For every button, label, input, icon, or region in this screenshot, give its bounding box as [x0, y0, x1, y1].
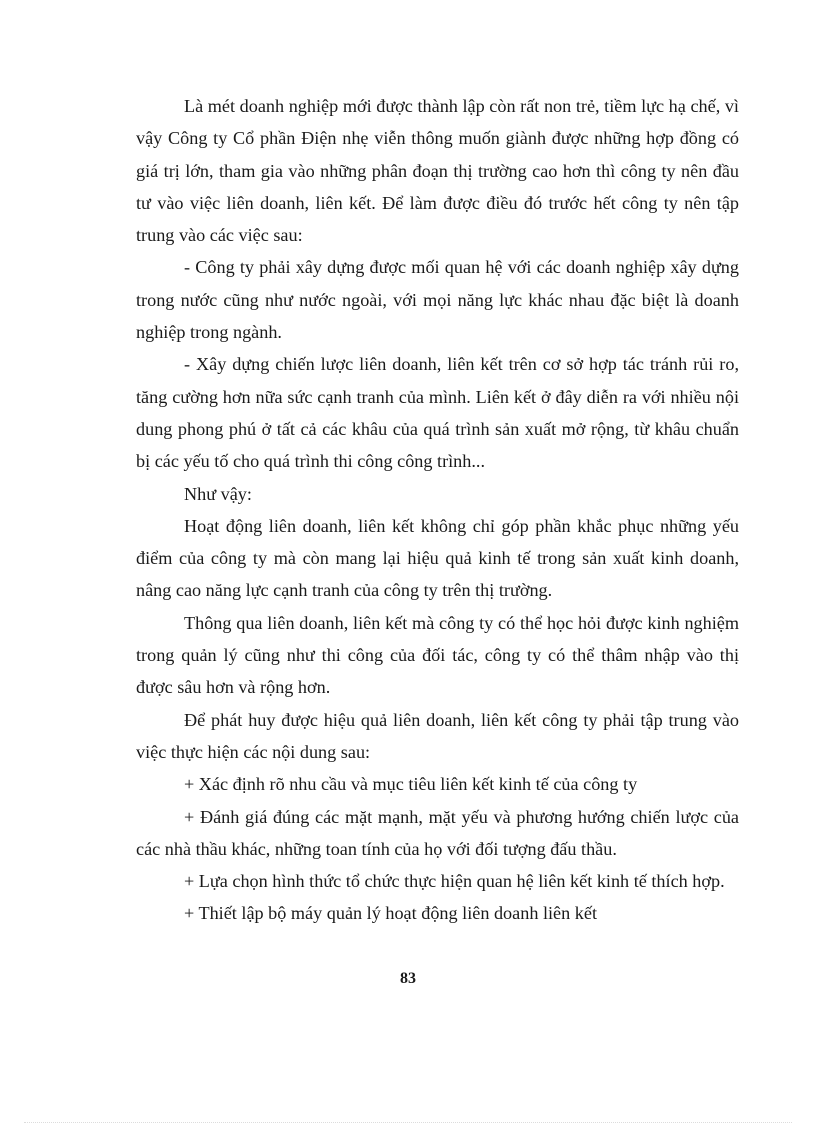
paragraph-task-2: + Đánh giá đúng các mặt mạnh, mặt yếu và phương hướng chiến lược của các nhà thầu khác, những toan tính của họ với đối tượng đấu thầu.: [136, 806, 739, 859]
document-body: [136, 90, 739, 930]
paragraph-conclusion-heading: Như vậy:: [184, 483, 252, 504]
paragraph-item-relations: - Công ty phải xây dựng được mối quan hệ với các doanh nghiệp xây dựng trong nước cũng như nước ngoài, với mọi năng lực khác nhau đặc biệt là doanh nghiệp trong ngành.: [136, 257, 739, 343]
paragraph-implementation: Để phát huy được hiệu quả liên doanh, liên kết công ty phải tập trung vào việc thực hiện các nội dung sau:: [136, 709, 739, 762]
paragraph-task-1: + Xác định rõ nhu cầu và mục tiêu liên kết kinh tế của công ty: [184, 774, 638, 795]
paragraph-task-3: + Lựa chọn hình thức tổ chức thực hiện quan hệ liên kết kinh tế thích hợp.: [184, 871, 725, 892]
page-number: 83: [400, 970, 416, 987]
paragraph-task-4: + Thiết lập bộ máy quản lý hoạt động liên doanh liên kết: [184, 903, 597, 924]
paragraph-item-strategy: - Xây dựng chiến lược liên doanh, liên kết trên cơ sở hợp tác tránh rủi ro, tăng cường hơn nữa sức cạnh tranh của mình. Liên kết ở đây diễn ra với nhiều nội dung phong phú ở tất cả các khâu của quá trình sản xuất mở rộng, từ khâu chuẩn bị các yếu tố cho quá trình thi công công trình...: [136, 354, 739, 472]
paragraph-benefit-1: Hoạt động liên doanh, liên kết không chỉ góp phần khắc phục những yếu điểm của công ty mà còn mang lại hiệu quả kinh tế trong sản xuất kinh doanh, nâng cao năng lực cạnh tranh của công ty trên thị trường.: [136, 515, 739, 601]
paragraph-intro: Là mét doanh nghiệp mới được thành lập còn rất non trẻ, tiềm lực hạ chế, vì vậy Công ty Cổ phần Điện nhẹ viễn thông muốn giành được những hợp đồng có giá trị lớn, tham gia vào những phân đoạn thị trường cao hơn thì công ty nên đầu tư vào việc liên doanh, liên kết. Để làm được điều đó trước hết công ty nên tập trung vào các việc sau:: [136, 96, 739, 246]
paragraph-benefit-2: Thông qua liên doanh, liên kết mà công ty có thể học hỏi được kinh nghiệm trong quản lý cũng như thi công của đối tác, công ty có thể thâm nhập vào thị được sâu hơn và rộng hơn.: [136, 612, 739, 698]
